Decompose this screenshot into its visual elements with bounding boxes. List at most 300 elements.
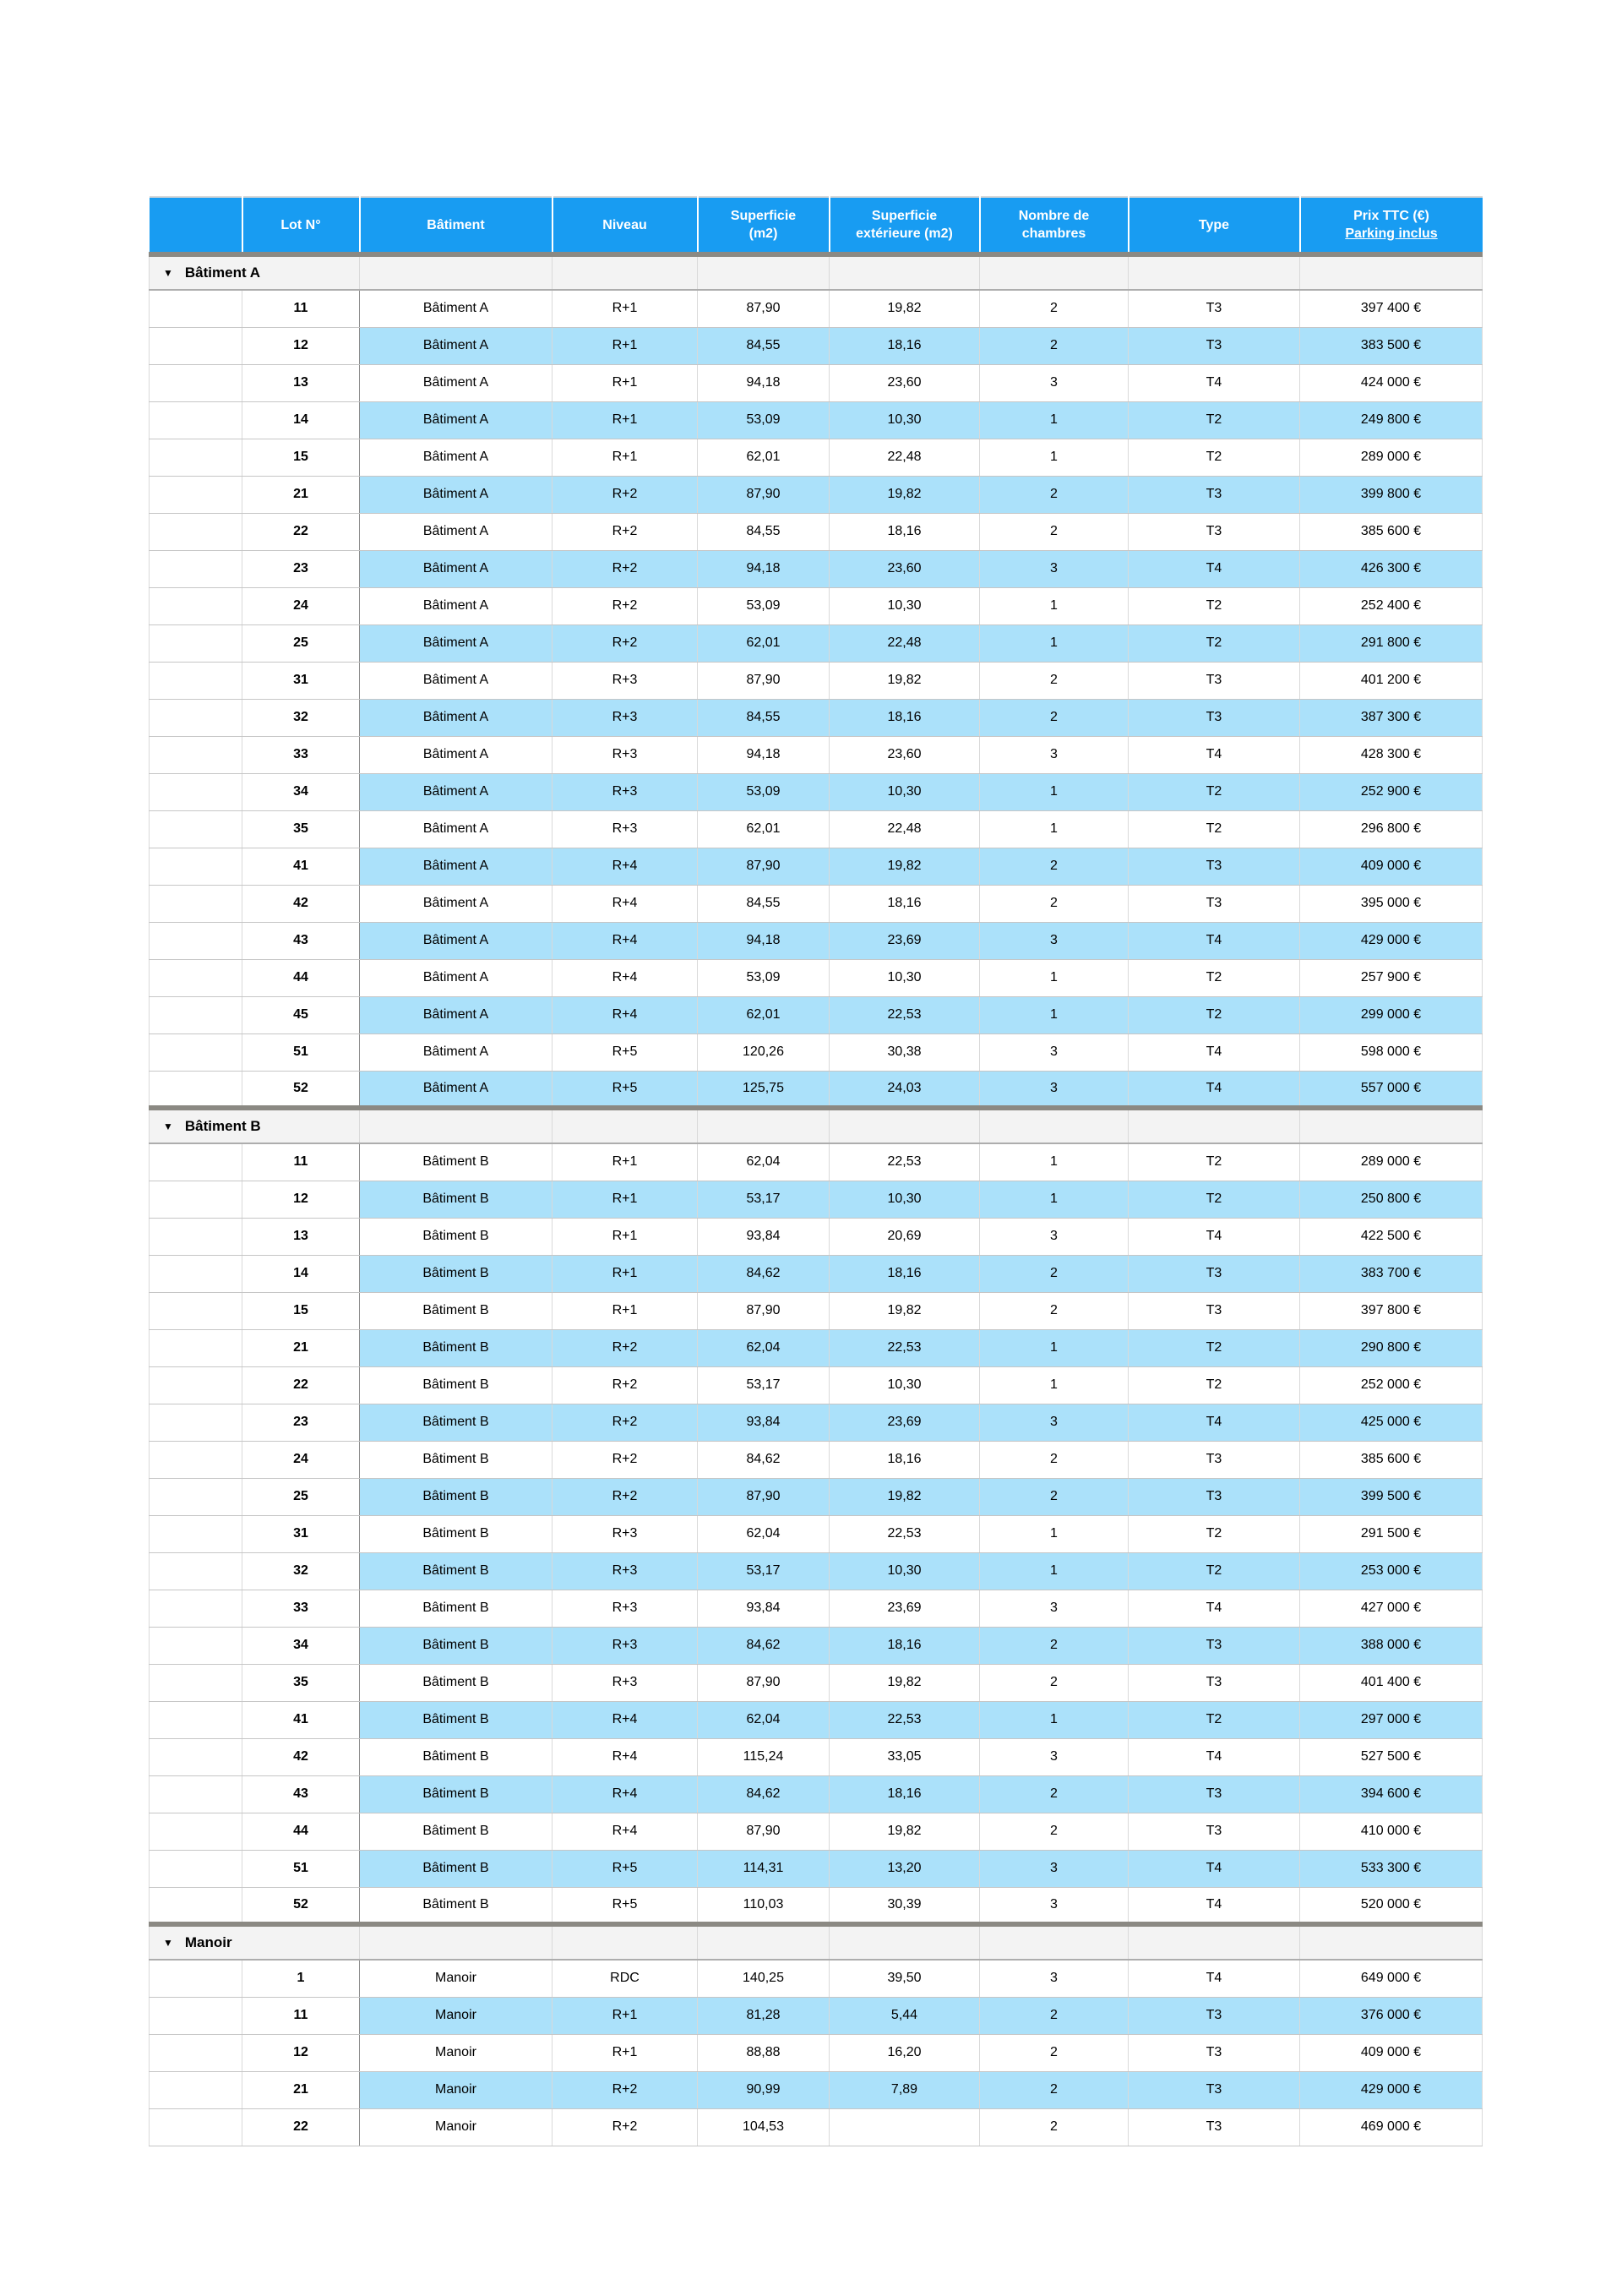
cell-superficie-exterieure: 19,82 xyxy=(830,848,980,885)
cell-superficie-exterieure: 22,53 xyxy=(830,1515,980,1552)
cell-niveau: R+2 xyxy=(552,2071,698,2108)
cell-superficie-exterieure: 7,89 xyxy=(830,2071,980,2108)
group-header-batiment-b xyxy=(150,1108,1483,1143)
cell-lot: 21 xyxy=(242,2071,360,2108)
group-empty-cell xyxy=(698,1924,830,1960)
cell-superficie-exterieure: 19,82 xyxy=(830,662,980,699)
cell-superficie-exterieure: 18,16 xyxy=(830,885,980,922)
cell-chambres: 1 xyxy=(980,1143,1129,1181)
cell-rowhead xyxy=(150,1552,242,1590)
group-empty-cell xyxy=(552,1108,698,1143)
cell-niveau: R+2 xyxy=(552,1366,698,1404)
cell-batiment: Bâtiment A xyxy=(360,587,552,624)
cell-rowhead xyxy=(150,1071,242,1108)
cell-chambres: 3 xyxy=(980,1887,1129,1924)
cell-niveau: R+2 xyxy=(552,1404,698,1441)
cell-type: T3 xyxy=(1129,1627,1300,1664)
group-rows-manoir xyxy=(150,1960,1483,2146)
cell-superficie-exterieure: 23,69 xyxy=(830,922,980,959)
cell-chambres: 2 xyxy=(980,1997,1129,2034)
table-row xyxy=(150,848,1483,885)
cell-batiment: Bâtiment B xyxy=(360,1292,552,1329)
table-row xyxy=(150,1071,1483,1108)
cell-batiment: Bâtiment B xyxy=(360,1590,552,1627)
cell-lot: 1 xyxy=(242,1960,360,1997)
cell-superficie-exterieure: 10,30 xyxy=(830,401,980,439)
group-header-batiment-a xyxy=(150,254,1483,290)
col-header-label: Type xyxy=(1198,217,1230,232)
cell-rowhead xyxy=(150,1181,242,1218)
cell-niveau: R+4 xyxy=(552,1813,698,1850)
cell-rowhead xyxy=(150,1701,242,1738)
cell-prix: 250 800 € xyxy=(1300,1181,1483,1218)
cell-rowhead xyxy=(150,1590,242,1627)
cell-prix: 598 000 € xyxy=(1300,1033,1483,1071)
cell-rowhead xyxy=(150,810,242,848)
cell-superficie: 87,90 xyxy=(698,848,830,885)
cell-prix: 557 000 € xyxy=(1300,1071,1483,1108)
cell-chambres: 3 xyxy=(980,1218,1129,1255)
cell-rowhead xyxy=(150,2108,242,2146)
group-empty-cell xyxy=(830,254,980,290)
cell-batiment: Bâtiment A xyxy=(360,959,552,996)
cell-prix: 428 300 € xyxy=(1300,736,1483,773)
cell-lot: 21 xyxy=(242,476,360,513)
cell-chambres: 1 xyxy=(980,1366,1129,1404)
cell-type: T3 xyxy=(1129,1255,1300,1292)
cell-prix: 297 000 € xyxy=(1300,1701,1483,1738)
cell-lot: 12 xyxy=(242,327,360,364)
cell-superficie-exterieure: 39,50 xyxy=(830,1960,980,1997)
cell-niveau: R+1 xyxy=(552,327,698,364)
cell-type: T3 xyxy=(1129,1478,1300,1515)
cell-niveau: R+5 xyxy=(552,1850,698,1887)
cell-prix: 385 600 € xyxy=(1300,513,1483,550)
cell-superficie: 87,90 xyxy=(698,1292,830,1329)
cell-chambres: 3 xyxy=(980,1590,1129,1627)
group-row-batiment-a xyxy=(150,254,1483,290)
cell-superficie-exterieure: 23,60 xyxy=(830,550,980,587)
cell-niveau: R+4 xyxy=(552,996,698,1033)
cell-superficie: 84,55 xyxy=(698,327,830,364)
cell-type: T4 xyxy=(1129,1738,1300,1775)
cell-chambres: 3 xyxy=(980,364,1129,401)
group-label: Bâtiment B xyxy=(184,1118,261,1134)
cell-niveau: R+5 xyxy=(552,1071,698,1108)
group-empty-cell xyxy=(980,254,1129,290)
cell-niveau: R+2 xyxy=(552,624,698,662)
cell-prix: 395 000 € xyxy=(1300,885,1483,922)
cell-chambres: 2 xyxy=(980,327,1129,364)
cell-prix: 291 800 € xyxy=(1300,624,1483,662)
cell-niveau: R+1 xyxy=(552,2034,698,2071)
cell-chambres: 1 xyxy=(980,1181,1129,1218)
table-row xyxy=(150,290,1483,327)
cell-lot: 14 xyxy=(242,1255,360,1292)
cell-rowhead xyxy=(150,662,242,699)
cell-type: T2 xyxy=(1129,959,1300,996)
cell-batiment: Bâtiment A xyxy=(360,401,552,439)
cell-type: T2 xyxy=(1129,1552,1300,1590)
cell-lot: 11 xyxy=(242,1143,360,1181)
cell-superficie: 94,18 xyxy=(698,364,830,401)
col-header-label: Lot N° xyxy=(280,217,321,232)
cell-type: T4 xyxy=(1129,1033,1300,1071)
cell-lot: 33 xyxy=(242,736,360,773)
table-row xyxy=(150,1627,1483,1664)
parking-inclus-link[interactable]: Parking inclus xyxy=(1345,226,1438,241)
cell-rowhead xyxy=(150,401,242,439)
cell-rowhead xyxy=(150,1813,242,1850)
cell-prix: 289 000 € xyxy=(1300,439,1483,476)
cell-superficie: 84,62 xyxy=(698,1255,830,1292)
table-row xyxy=(150,810,1483,848)
table-row xyxy=(150,1738,1483,1775)
cell-prix: 429 000 € xyxy=(1300,922,1483,959)
cell-superficie: 62,04 xyxy=(698,1143,830,1181)
col-header-label: Prix TTC (€) xyxy=(1353,209,1429,223)
cell-type: T3 xyxy=(1129,476,1300,513)
cell-type: T2 xyxy=(1129,439,1300,476)
cell-superficie: 53,09 xyxy=(698,401,830,439)
table-row xyxy=(150,327,1483,364)
cell-prix: 252 900 € xyxy=(1300,773,1483,810)
cell-niveau: R+4 xyxy=(552,1775,698,1813)
cell-chambres: 2 xyxy=(980,513,1129,550)
cell-rowhead xyxy=(150,364,242,401)
cell-prix: 299 000 € xyxy=(1300,996,1483,1033)
cell-type: T3 xyxy=(1129,513,1300,550)
cell-prix: 399 500 € xyxy=(1300,1478,1483,1515)
group-empty-cell xyxy=(980,1108,1129,1143)
cell-chambres: 1 xyxy=(980,1329,1129,1366)
cell-type: T2 xyxy=(1129,587,1300,624)
cell-niveau: R+3 xyxy=(552,1664,698,1701)
cell-lot: 25 xyxy=(242,624,360,662)
cell-batiment: Bâtiment B xyxy=(360,1329,552,1366)
cell-prix: 383 700 € xyxy=(1300,1255,1483,1292)
cell-lot: 22 xyxy=(242,1366,360,1404)
cell-prix: 397 400 € xyxy=(1300,290,1483,327)
cell-chambres: 2 xyxy=(980,1627,1129,1664)
cell-batiment: Bâtiment B xyxy=(360,1775,552,1813)
cell-chambres: 3 xyxy=(980,550,1129,587)
group-empty-cell xyxy=(360,254,552,290)
cell-superficie: 62,04 xyxy=(698,1329,830,1366)
cell-batiment: Bâtiment B xyxy=(360,1738,552,1775)
group-header-manoir xyxy=(150,1924,1483,1960)
table-row xyxy=(150,513,1483,550)
table-row xyxy=(150,1701,1483,1738)
cell-chambres: 3 xyxy=(980,1033,1129,1071)
table-row xyxy=(150,1366,1483,1404)
col-header-niveau xyxy=(552,197,698,254)
cell-superficie: 84,55 xyxy=(698,699,830,736)
cell-superficie: 110,03 xyxy=(698,1887,830,1924)
cell-niveau: R+1 xyxy=(552,439,698,476)
cell-chambres: 2 xyxy=(980,2034,1129,2071)
cell-batiment: Bâtiment A xyxy=(360,699,552,736)
col-header-lot xyxy=(242,197,360,254)
cell-niveau: R+1 xyxy=(552,1218,698,1255)
cell-rowhead xyxy=(150,1478,242,1515)
cell-rowhead xyxy=(150,1515,242,1552)
cell-prix: 290 800 € xyxy=(1300,1329,1483,1366)
cell-lot: 32 xyxy=(242,699,360,736)
table-row xyxy=(150,1997,1483,2034)
cell-chambres: 2 xyxy=(980,1478,1129,1515)
cell-rowhead xyxy=(150,1738,242,1775)
cell-type: T2 xyxy=(1129,1366,1300,1404)
table-row xyxy=(150,476,1483,513)
cell-lot: 51 xyxy=(242,1850,360,1887)
cell-lot: 52 xyxy=(242,1071,360,1108)
cell-batiment: Bâtiment A xyxy=(360,848,552,885)
cell-rowhead xyxy=(150,922,242,959)
group-empty-cell xyxy=(698,254,830,290)
cell-prix: 409 000 € xyxy=(1300,848,1483,885)
table-row xyxy=(150,1255,1483,1292)
cell-batiment: Bâtiment A xyxy=(360,736,552,773)
cell-lot: 12 xyxy=(242,1181,360,1218)
table-row xyxy=(150,401,1483,439)
table-row xyxy=(150,2108,1483,2146)
cell-batiment: Bâtiment A xyxy=(360,1033,552,1071)
group-empty-cell xyxy=(830,1108,980,1143)
cell-type: T4 xyxy=(1129,550,1300,587)
cell-rowhead xyxy=(150,1033,242,1071)
cell-rowhead xyxy=(150,1850,242,1887)
col-header-label: (m2) xyxy=(748,226,778,241)
table-row xyxy=(150,587,1483,624)
cell-type: T4 xyxy=(1129,1887,1300,1924)
cell-lot: 22 xyxy=(242,513,360,550)
cell-chambres: 3 xyxy=(980,1738,1129,1775)
cell-superficie-exterieure: 16,20 xyxy=(830,2034,980,2071)
cell-superficie: 93,84 xyxy=(698,1218,830,1255)
cell-lot: 13 xyxy=(242,364,360,401)
cell-type: T3 xyxy=(1129,2108,1300,2146)
cell-lot: 15 xyxy=(242,439,360,476)
cell-superficie-exterieure: 23,60 xyxy=(830,736,980,773)
cell-superficie: 125,75 xyxy=(698,1071,830,1108)
cell-niveau: R+3 xyxy=(552,736,698,773)
cell-chambres: 1 xyxy=(980,401,1129,439)
cell-superficie-exterieure: 30,39 xyxy=(830,1887,980,1924)
cell-chambres: 1 xyxy=(980,1515,1129,1552)
cell-chambres: 2 xyxy=(980,1441,1129,1478)
cell-type: T4 xyxy=(1129,1404,1300,1441)
cell-superficie-exterieure: 22,53 xyxy=(830,1701,980,1738)
table-row xyxy=(150,736,1483,773)
cell-rowhead xyxy=(150,290,242,327)
cell-superficie: 87,90 xyxy=(698,1664,830,1701)
cell-batiment: Bâtiment B xyxy=(360,1887,552,1924)
table-row xyxy=(150,1552,1483,1590)
cell-batiment: Bâtiment B xyxy=(360,1143,552,1181)
cell-lot: 45 xyxy=(242,996,360,1033)
cell-niveau: RDC xyxy=(552,1960,698,1997)
cell-lot: 21 xyxy=(242,1329,360,1366)
cell-superficie: 62,04 xyxy=(698,1515,830,1552)
cell-type: T3 xyxy=(1129,1997,1300,2034)
table-row xyxy=(150,773,1483,810)
cell-prix: 394 600 € xyxy=(1300,1775,1483,1813)
cell-niveau: R+2 xyxy=(552,2108,698,2146)
collapse-triangle-icon[interactable]: ▼ xyxy=(163,1937,173,1949)
table-row xyxy=(150,959,1483,996)
table-row xyxy=(150,1181,1483,1218)
cell-lot: 31 xyxy=(242,1515,360,1552)
cell-lot: 33 xyxy=(242,1590,360,1627)
table-row xyxy=(150,2034,1483,2071)
cell-superficie: 53,09 xyxy=(698,959,830,996)
cell-type: T4 xyxy=(1129,1218,1300,1255)
cell-niveau: R+1 xyxy=(552,290,698,327)
cell-lot: 13 xyxy=(242,1218,360,1255)
cell-batiment: Bâtiment B xyxy=(360,1515,552,1552)
group-empty-cell xyxy=(360,1108,552,1143)
cell-lot: 11 xyxy=(242,1997,360,2034)
cell-superficie-exterieure: 13,20 xyxy=(830,1850,980,1887)
cell-batiment: Bâtiment A xyxy=(360,513,552,550)
cell-lot: 15 xyxy=(242,1292,360,1329)
cell-superficie-exterieure: 10,30 xyxy=(830,1552,980,1590)
table-row xyxy=(150,1960,1483,1997)
group-empty-cell xyxy=(1300,1108,1483,1143)
cell-niveau: R+3 xyxy=(552,699,698,736)
cell-chambres: 1 xyxy=(980,959,1129,996)
group-empty-cell xyxy=(1300,254,1483,290)
cell-prix: 385 600 € xyxy=(1300,1441,1483,1478)
cell-lot: 51 xyxy=(242,1033,360,1071)
cell-superficie-exterieure: 22,53 xyxy=(830,996,980,1033)
col-header-type xyxy=(1129,197,1300,254)
cell-chambres: 1 xyxy=(980,1701,1129,1738)
cell-lot: 32 xyxy=(242,1552,360,1590)
cell-superficie-exterieure: 30,38 xyxy=(830,1033,980,1071)
cell-niveau: R+2 xyxy=(552,513,698,550)
cell-niveau: R+5 xyxy=(552,1887,698,1924)
cell-lot: 42 xyxy=(242,885,360,922)
cell-lot: 14 xyxy=(242,401,360,439)
cell-chambres: 2 xyxy=(980,885,1129,922)
cell-superficie-exterieure: 18,16 xyxy=(830,699,980,736)
group-rows-batiment-a xyxy=(150,290,1483,1108)
cell-superficie: 94,18 xyxy=(698,922,830,959)
cell-rowhead xyxy=(150,2071,242,2108)
cell-rowhead xyxy=(150,959,242,996)
cell-niveau: R+3 xyxy=(552,773,698,810)
cell-superficie-exterieure: 23,60 xyxy=(830,364,980,401)
cell-chambres: 2 xyxy=(980,1292,1129,1329)
cell-type: T2 xyxy=(1129,1143,1300,1181)
table-row xyxy=(150,1590,1483,1627)
cell-batiment: Bâtiment A xyxy=(360,1071,552,1108)
table-row xyxy=(150,1329,1483,1366)
cell-type: T3 xyxy=(1129,1664,1300,1701)
cell-rowhead xyxy=(150,1664,242,1701)
cell-superficie-exterieure: 10,30 xyxy=(830,587,980,624)
cell-lot: 44 xyxy=(242,1813,360,1850)
cell-batiment: Bâtiment A xyxy=(360,327,552,364)
cell-lot: 52 xyxy=(242,1887,360,1924)
cell-type: T2 xyxy=(1129,401,1300,439)
cell-superficie: 93,84 xyxy=(698,1404,830,1441)
collapse-triangle-icon[interactable]: ▼ xyxy=(163,267,173,279)
cell-prix: 409 000 € xyxy=(1300,2034,1483,2071)
cell-batiment: Manoir xyxy=(360,1997,552,2034)
cell-rowhead xyxy=(150,439,242,476)
cell-superficie: 140,25 xyxy=(698,1960,830,1997)
cell-chambres: 3 xyxy=(980,1404,1129,1441)
cell-superficie-exterieure: 19,82 xyxy=(830,1478,980,1515)
cell-lot: 25 xyxy=(242,1478,360,1515)
cell-lot: 24 xyxy=(242,587,360,624)
cell-chambres: 3 xyxy=(980,1071,1129,1108)
cell-superficie: 104,53 xyxy=(698,2108,830,2146)
group-rows-batiment-b xyxy=(150,1143,1483,1924)
cell-rowhead xyxy=(150,773,242,810)
cell-type: T2 xyxy=(1129,1181,1300,1218)
col-header-superficie-exterieure xyxy=(830,197,980,254)
cell-niveau: R+5 xyxy=(552,1033,698,1071)
cell-niveau: R+1 xyxy=(552,1143,698,1181)
table-row xyxy=(150,699,1483,736)
cell-chambres: 2 xyxy=(980,662,1129,699)
cell-lot: 42 xyxy=(242,1738,360,1775)
cell-lot: 12 xyxy=(242,2034,360,2071)
cell-superficie: 53,17 xyxy=(698,1366,830,1404)
table-row xyxy=(150,2071,1483,2108)
cell-superficie-exterieure: 10,30 xyxy=(830,959,980,996)
group-label-cell xyxy=(150,254,360,290)
cell-superficie-exterieure: 10,30 xyxy=(830,773,980,810)
collapse-triangle-icon[interactable]: ▼ xyxy=(163,1121,173,1132)
cell-lot: 35 xyxy=(242,810,360,848)
table-row xyxy=(150,1404,1483,1441)
cell-niveau: R+4 xyxy=(552,922,698,959)
cell-prix: 410 000 € xyxy=(1300,1813,1483,1850)
cell-superficie-exterieure: 19,82 xyxy=(830,1664,980,1701)
cell-superficie: 84,55 xyxy=(698,513,830,550)
cell-prix: 533 300 € xyxy=(1300,1850,1483,1887)
group-empty-cell xyxy=(552,254,698,290)
cell-lot: 34 xyxy=(242,1627,360,1664)
cell-prix: 527 500 € xyxy=(1300,1738,1483,1775)
cell-superficie: 94,18 xyxy=(698,736,830,773)
cell-chambres: 1 xyxy=(980,587,1129,624)
cell-batiment: Bâtiment A xyxy=(360,439,552,476)
cell-niveau: R+3 xyxy=(552,1627,698,1664)
cell-superficie: 62,04 xyxy=(698,1701,830,1738)
cell-niveau: R+1 xyxy=(552,401,698,439)
cell-batiment: Bâtiment A xyxy=(360,773,552,810)
cell-superficie-exterieure: 10,30 xyxy=(830,1181,980,1218)
cell-superficie: 87,90 xyxy=(698,476,830,513)
cell-type: T2 xyxy=(1129,1515,1300,1552)
cell-niveau: R+2 xyxy=(552,587,698,624)
cell-superficie-exterieure: 20,69 xyxy=(830,1218,980,1255)
cell-superficie: 90,99 xyxy=(698,2071,830,2108)
cell-superficie-exterieure: 18,16 xyxy=(830,1775,980,1813)
cell-type: T2 xyxy=(1129,810,1300,848)
cell-niveau: R+1 xyxy=(552,1292,698,1329)
cell-superficie-exterieure: 18,16 xyxy=(830,327,980,364)
cell-rowhead xyxy=(150,1292,242,1329)
cell-batiment: Bâtiment A xyxy=(360,476,552,513)
cell-lot: 41 xyxy=(242,848,360,885)
